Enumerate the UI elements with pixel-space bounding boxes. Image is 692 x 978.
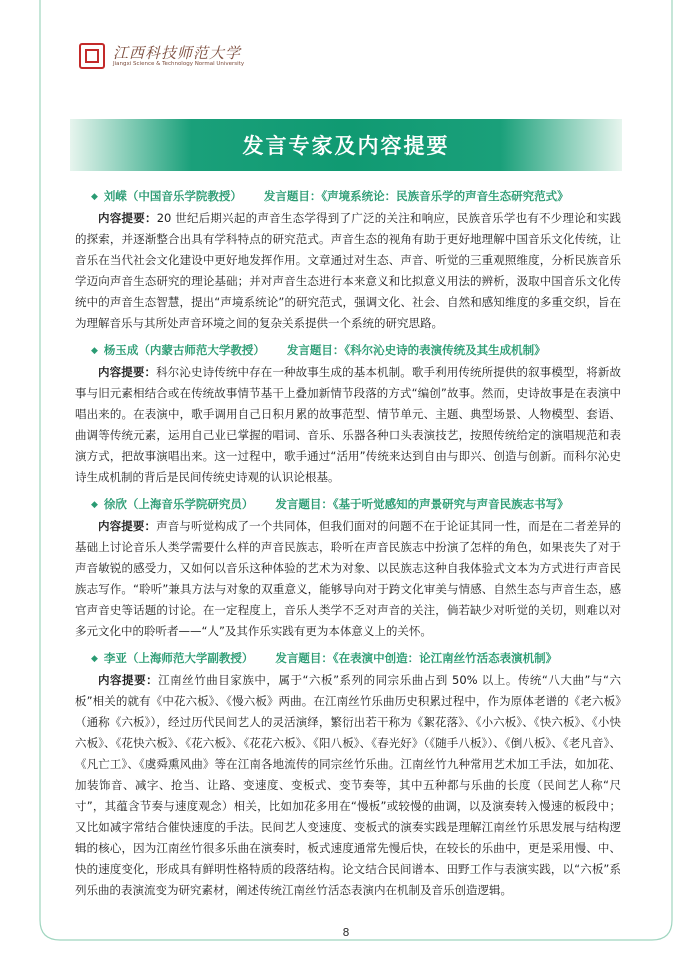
diamond-bullet-icon: ◆ (91, 346, 98, 356)
university-seal-icon (79, 43, 105, 69)
summary-paragraph (75, 670, 621, 901)
topic-title: 《声境系统论：民族音乐学的声音生态研究范式》 (321, 189, 569, 203)
page-number: 8 (342, 926, 350, 939)
speaker-name: 李亚（上海师范大学副教授） (103, 651, 254, 665)
summary-paragraph (75, 516, 621, 642)
summary-label: 内容提要： (98, 519, 157, 533)
summary-text: 科尔沁史诗传统中存在一种故事生成的基本机制。歌手利用传统所提供的叙事模型，将新故事与旧元素相结合或在传统故事情节基干上叠加新情节段落的方式“编创”故事。然而，史诗故事是在表演中唱出来的。在表演中，歌手调用自己日积月累的故事范型、情节单元、主题、典型场景、人物模型、套语、曲调等传统元素，运用自己业已掌握的唱词、音乐、乐器各种口头表演技艺，按照传统给定的演唱规范和表演方式，把故事演唱出来。这一过程中，歌手通过“活用”传统来达到自由与即兴、创造与创新。而科尔沁史诗生成机制的背后是民间传统史诗观的认识论根基。 (75, 365, 621, 484)
summary-text: 20 世纪后期兴起的声音生态学得到了广泛的关注和响应，民族音乐学也有不少理论和实践的探索，并逐渐整合出具有学科特点的研究范式。声音生态的视角有助于更好地理解中国音乐文化传统，让音乐在当代社会文化建设中更好地发挥作用。文章通过对生态、声音、听觉的三重观照维度，分析民族音乐学迈向声音生态研究的理论基础；并对声音生态进行本来意义和比拟意义用法的辨析，汲取中国音乐文化传统中的声音生态智慧，提出“声境系统论”的研究范式，强调文化、社会、自然和感知维度的多重交织，旨在为理解音乐与其所处声音环境之间的复杂关系提供一个系统的研究思路。 (75, 211, 621, 330)
speaker-heading (75, 647, 621, 670)
speaker-section (75, 185, 621, 334)
speaker-section (75, 339, 621, 488)
summary-label: 内容提要： (98, 673, 159, 687)
topic-title: 《基于听觉感知的声景研究与声音民族志书写》 (332, 497, 569, 511)
speaker-name: 徐欣（上海音乐学院研究员） (103, 497, 254, 511)
speaker-list (75, 185, 621, 906)
diamond-bullet-icon: ◆ (91, 654, 98, 664)
speaker-name: 刘嵘（中国音乐学院教授） (103, 189, 242, 203)
speaker-heading (75, 185, 621, 208)
summary-label: 内容提要： (98, 365, 157, 379)
speaker-heading (75, 339, 621, 362)
summary-label: 内容提要： (98, 211, 157, 225)
topic-label: 发言题目： (286, 343, 345, 357)
logo-chinese-name: 江西科技师范大学 (113, 43, 242, 62)
topic-label: 发言题目： (263, 189, 322, 203)
summary-text: 江南丝竹曲目家族中，属于“六板”系列的同宗乐曲占到 50% 以上。传统“八大曲”与“六板”相关的就有《中花六板》、《慢六板》两曲。在江南丝竹乐曲历史积累过程中，作为原体老谱的《老六板》（通称《六板》），经过历代民间艺人的灵活演绎，繁衍出若干称为《絮花落》、《小六板》、《快六板》、《小快六板》、《花快六板》、《花六板》、《花花六板》、《阳八板》、《春光好》（《随手八板》）、《倒八板》、《老凡音》、《凡亡工》、《虞舜熏风曲》等在江南各地流传的同宗丝竹乐曲。江南丝竹九种常用艺术加工手法，如加花、加装饰音、减字、抢当、让路、变速度、变板式、变节奏等，其中五种都与乐曲的长度（民间艺人称“尺寸”，其蕴含节奏与速度观念）相关，比如加花多用在“慢板”或较慢的曲调，以及演奏转入慢速的板段中；又比如减字常结合催快速度的手法。民间艺人变速度、变板式的演奏实践是理解江南丝竹乐思发展与结构逻辑的核心，因为江南丝竹很多乐曲在演奏时，板式速度通常先慢后快，在较长的乐曲中，更是采用慢、中、快的速度变化，形成具有鲜明性格特质的段落结构。论文结合民间谱本、田野工作与表演实践，以“六板”系列乐曲的表演流变为研究素材，阐述传统江南丝竹活态表演内在机制及音乐创造逻辑。 (75, 673, 621, 897)
logo-english-name: Jiangxi Science & Technology Normal University (113, 60, 245, 67)
diamond-bullet-icon: ◆ (91, 192, 98, 202)
summary-text: 声音与听觉构成了一个共同体，但我们面对的问题不在于论证其同一性，而是在二者差异的基础上讨论音乐人类学需要什么样的声音民族志，聆听在声音民族志中扮演了怎样的角色，如果丧失了对于声音敏锐的感受力，又如何以音乐这种体验的艺术为对象、以民族志这种自我体验式文本为方式进行声音民族志写作。“聆听”兼具方法与对象的双重意义，能够导向对于跨文化审美与情感、自然生态与声音生态，感官声音史等话题的讨论。在一定程度上，音乐人类学不乏对声音的关注，倘若缺少对听觉的关切，则难以对多元文化中的聆听者——“人”及其作乐实践有更为本体意义上的关怀。 (75, 519, 621, 638)
topic-title: 《科尔沁史诗的表演传统及其生成机制》 (344, 343, 546, 357)
page-title: 发言专家及内容提要 (242, 134, 450, 158)
diamond-bullet-icon: ◆ (91, 500, 98, 510)
speaker-name: 杨玉成（内蒙古师范大学教授） (103, 343, 265, 357)
speaker-section (75, 493, 621, 642)
university-logo (79, 43, 244, 69)
topic-title: 《在表演中创造：论江南丝竹活态表演机制》 (332, 651, 558, 665)
summary-paragraph (75, 362, 621, 488)
speaker-heading (75, 493, 621, 516)
summary-paragraph (75, 208, 621, 334)
title-banner (70, 119, 622, 171)
speaker-section (75, 647, 621, 901)
topic-label: 发言题目： (275, 651, 333, 665)
topic-label: 发言题目： (275, 497, 333, 511)
